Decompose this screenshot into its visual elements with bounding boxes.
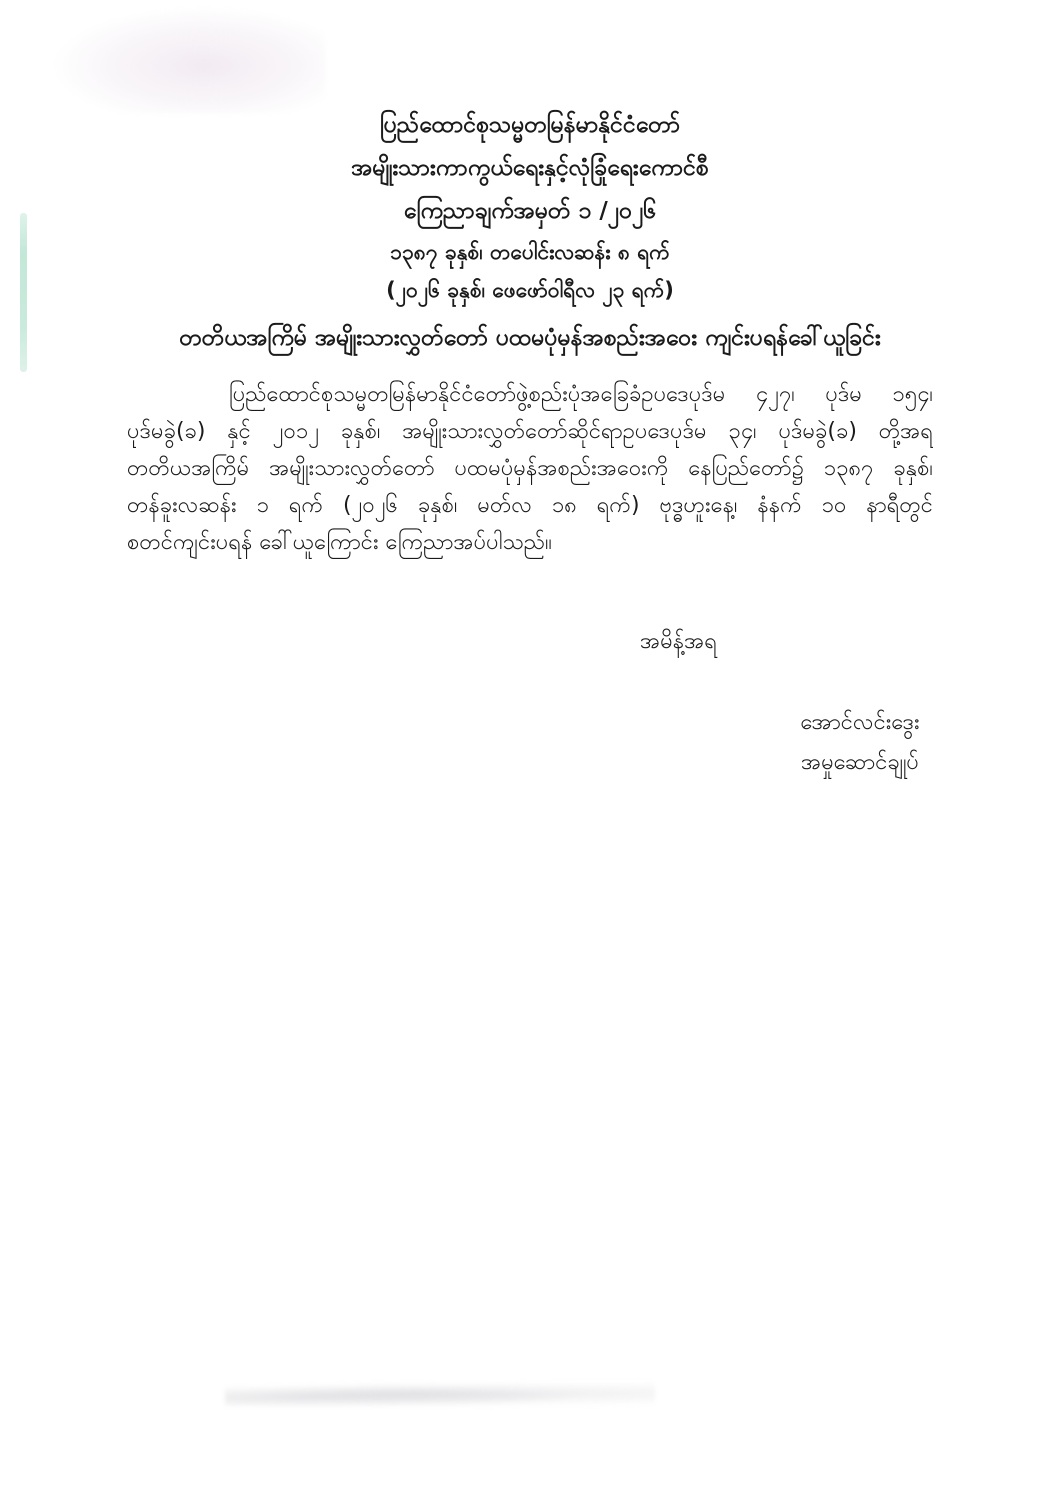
- signatory-name: အောင်လင်းဒွေး: [800, 710, 920, 735]
- header-announcement-number: ကြေညာချက်အမှတ် ၁ /၂၀၂၆: [403, 198, 657, 224]
- scan-noise-bottom: [225, 1382, 655, 1406]
- header-state-name: ပြည်ထောင်စုသမ္မတမြန်မာနိုင်ငံတော်: [379, 112, 681, 138]
- header-council-name: အမျိုးသားကာကွယ်ရေးနှင့်လုံခြုံရေးကောင်စီ: [351, 155, 709, 181]
- green-edge-strip-artifact: [20, 213, 27, 372]
- body-line: ပြည်ထောင်စုသမ္မတမြန်မာနိုင်ငံတော်ဖွဲ့စည်းပုံအခြေခံဥပဒေပုဒ်မ ၄၂၇၊ ပုဒ်မ ၁၅၄၊: [229, 382, 933, 407]
- body-paragraph: [127, 376, 933, 561]
- document-title: တတိယအကြိမ် အမျိုးသားလွှတ်တော် ပထမပုံမှန်အစည်းအဝေး ကျင်းပရန်ခေါ်ယူခြင်း: [179, 325, 881, 351]
- scan-smudge-top-left: [55, 8, 325, 113]
- header-gregorian-date: (၂၀၂၆ ခုနှစ်၊ ဖေဖော်ဝါရီလ ၂၃ ရက်): [386, 278, 674, 302]
- body-line: ပုဒ်မခွဲ(ခ) နှင့် ၂၀၁၂ ခုနှစ်၊ အမျိုးသားလွှတ်တော်ဆိုင်ရာဥပဒေပုဒ်မ ၃၄၊ ပုဒ်မခွဲ(ခ) တို့အရ: [127, 419, 933, 444]
- signature-block: [735, 703, 985, 783]
- body-line: စတင်ကျင်းပရန် ခေါ်ယူကြောင်း ကြေညာအပ်ပါသည်။: [127, 530, 552, 555]
- signatory-position: အမှုဆောင်ချုပ်: [801, 750, 919, 775]
- signature-by-order: အမိန့်အရ: [640, 629, 717, 654]
- header-myanmar-calendar-date: ၁၃၈၇ ခုနှစ်၊ တပေါင်းလဆန်း ၈ ရက်: [390, 240, 670, 264]
- body-line: တန်ခူးလဆန်း ၁ ရက် (၂၀၂၆ ခုနှစ်၊ မတ်လ ၁၈ ရက်) ဗုဒ္ဓဟူးနေ့၊ နံနက် ၁၀ နာရီတွင်: [127, 493, 933, 518]
- document-header: [130, 104, 930, 309]
- body-line: တတိယအကြိမ် အမျိုးသားလွှတ်တော် ပထမပုံမှန်အစည်းအဝေးကို နေပြည်တော်၌ ၁၃၈၇ ခုနှစ်၊: [127, 456, 933, 481]
